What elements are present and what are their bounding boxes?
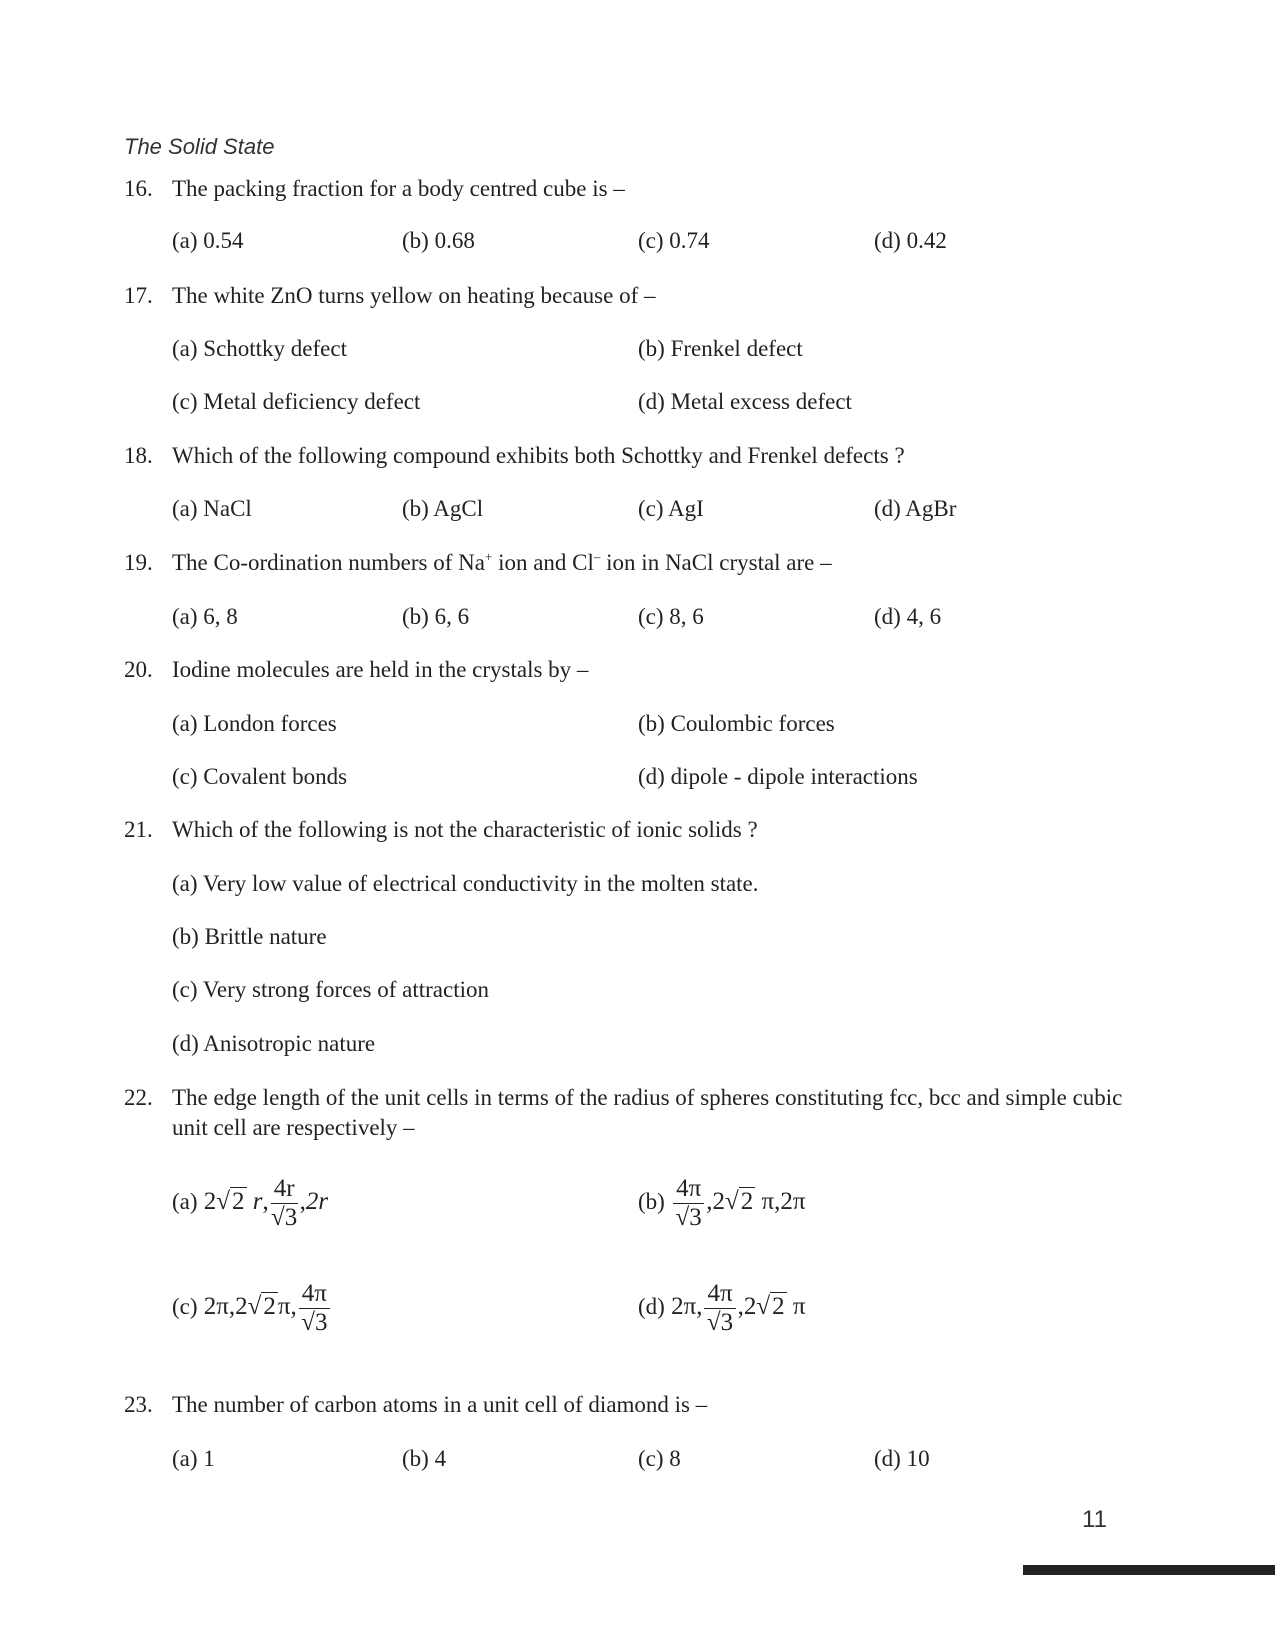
square-root: √2 — [724, 1188, 754, 1216]
option-a: (a) NaCl — [172, 496, 252, 521]
fraction: $\frac{4r}{√3}$ — [271, 1175, 298, 1231]
question-text: Which of the following compound exhibits both Schottky and Frenkel defects ? — [172, 443, 905, 468]
option-b: (b) Brittle nature — [172, 924, 327, 949]
superscript-minus: – — [593, 549, 601, 564]
question-text: The packing fraction for a body centred cube is – — [172, 176, 625, 201]
question-17 — [124, 281, 656, 311]
option-a: (a) Schottky defect — [172, 336, 347, 361]
question-16 — [124, 174, 625, 204]
fraction: $\frac{4\pi}{√3}$ — [299, 1280, 330, 1337]
option-c: (c) 8 — [638, 1446, 681, 1471]
option-b: (b) Frenkel defect — [638, 336, 803, 361]
question-text: Iodine molecules are held in the crystals by – — [172, 657, 589, 682]
option-d: (d) 10 — [874, 1446, 930, 1471]
square-root: √2 — [247, 1293, 276, 1321]
question-number: 23. — [124, 1392, 153, 1417]
superscript-plus: + — [484, 549, 493, 564]
option-c: (c) Metal deficiency defect — [172, 389, 421, 414]
fraction: $\frac{4\pi}{√3}$ — [673, 1175, 704, 1232]
question-number: 21. — [124, 817, 153, 842]
question-number: 17. — [124, 283, 153, 308]
page-number: 11 — [1082, 1506, 1107, 1533]
question-number: 20. — [124, 657, 153, 682]
option-c: (c) 0.74 — [638, 228, 710, 253]
question-text: The white ZnO turns yellow on heating because of – — [172, 283, 656, 308]
option-d: (d) 2π, $\frac{4\pi}{√3}$ ,2√2 π — [638, 1280, 806, 1336]
question-19 — [124, 548, 832, 578]
square-root: √2 — [756, 1293, 785, 1321]
option-d: (d) dipole - dipole interactions — [638, 764, 918, 789]
option-c: (c) AgI — [638, 496, 704, 521]
option-b: (b) 0.68 — [402, 228, 475, 253]
question-text: The Co-ordination numbers of Na+ ion and Cl– ion in NaCl crystal are – — [172, 549, 832, 575]
option-d: (d) Metal excess defect — [638, 389, 852, 414]
option-a: (a) 1 — [172, 1446, 215, 1471]
option-d: (d) AgBr — [874, 496, 957, 521]
option-c: (c) 2π,2√2π, $\frac{4\pi}{√3}$ — [172, 1280, 332, 1337]
question-number: 22. — [124, 1085, 153, 1110]
question-21 — [124, 815, 758, 845]
option-a: (a) 0.54 — [172, 228, 244, 253]
question-number: 16. — [124, 176, 153, 201]
question-number: 18. — [124, 443, 153, 468]
question-23 — [124, 1390, 707, 1420]
question-22 — [124, 1083, 1124, 1143]
option-d: (d) 0.42 — [874, 228, 947, 253]
question-number: 19. — [124, 550, 153, 575]
running-header: The Solid State — [124, 134, 275, 159]
question-20 — [124, 655, 588, 685]
square-root: √2 — [216, 1188, 245, 1216]
fraction: $\frac{4\pi}{√3}$ — [704, 1280, 735, 1337]
option-a: (a) Very low value of electrical conductivity in the molten state. — [172, 871, 759, 896]
option-c: (c) 8, 6 — [638, 604, 704, 629]
option-a: (a) 6, 8 — [172, 604, 238, 629]
option-c: (c) Covalent bonds — [172, 764, 348, 789]
question-text: Which of the following is not the characteristic of ionic solids ? — [172, 817, 758, 842]
option-b: (b) 6, 6 — [402, 604, 470, 629]
option-b: (b) $\frac{4\pi}{√3}$ ,2√2 π,2π — [638, 1175, 806, 1231]
option-b: (b) AgCl — [402, 496, 484, 521]
option-a: (a) 2√2 r, $\frac{4r}{√3}$ ,2r — [172, 1175, 329, 1231]
question-text: The edge length of the unit cells in terms of the radius of spheres constituting fcc, bcc and simple cubic unit cell are respectively – — [172, 1085, 1123, 1140]
option-b: (b) Coulombic forces — [638, 711, 835, 736]
question-18 — [124, 441, 905, 471]
option-c: (c) Very strong forces of attraction — [172, 977, 489, 1002]
option-d: (d) Anisotropic nature — [172, 1031, 376, 1056]
question-text: The number of carbon atoms in a unit cell of diamond is – — [172, 1392, 708, 1417]
option-b: (b) 4 — [402, 1446, 447, 1471]
option-d: (d) 4, 6 — [874, 604, 942, 629]
footer-bar — [1023, 1565, 1275, 1575]
option-a: (a) London forces — [172, 711, 337, 736]
